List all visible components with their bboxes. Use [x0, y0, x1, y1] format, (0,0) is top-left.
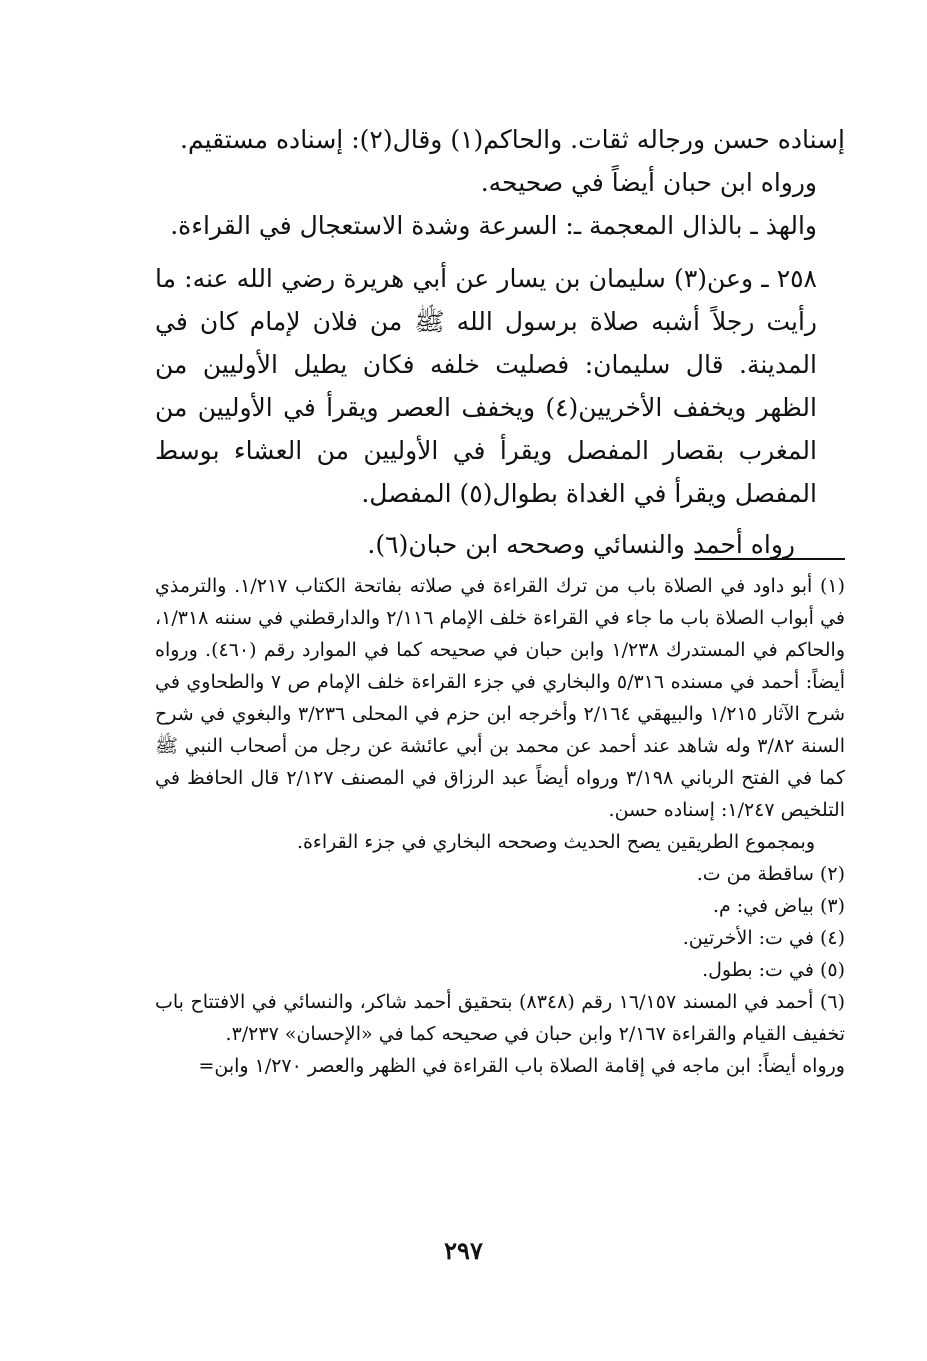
footnote-1: (١) أبو داود في الصلاة باب من ترك القراءة في صلاته بفاتحة الكتاب ١/٢١٧. والترمذي في أبواب الصلاة باب ما جاء في القراءة خلف الإمام ٢/١١٦ والدارقطني في سننه ١/٣١٨، والحاكم في المستدرك ١/٢٣٨ وابن حبان في صحيحه كما في الموارد رقم (٤٦٠). ورواه أيضاً: أحمد في مسنده ٥/٣١٦ والبخاري في جزء القراءة خلف الإمام ص ٧ والطحاوي في شرح الآثار ١/٢١٥ والبيهقي ٢/١٦٤ وأخرجه ابن حزم في المحلى ٣/٢٣٦ والبغوي في شرح السنة ٣/٨٢ وله شاهد عند أحمد عن محمد بن أبي عائشة عن رجل من أصحاب النبي ﷺ كما في الفتح الرباني ٣/١٩٨ ورواه أيضاً عبد الرزاق في المصنف ٢/١٢٧ قال الحافظ في التلخيص ١/٢٤٧: إسناده حسن. [155, 575, 846, 821]
hadith-source: رواه أحمد والنسائي وصححه ابن حبان(٦). [367, 530, 795, 559]
footnote-6: (٦) أحمد في المسند ١٦/١٥٧ رقم (٨٣٤٨) بتحقيق أحمد شاكر، والنسائي في الافتتاح باب تخفيف القيام والقراءة ٢/١٦٧ وابن حبان في صحيحه كما في «الإحسان» ٣/٢٣٧. [155, 991, 845, 1045]
hadith-paragraph: ٢٥٨ ـ وعن(٣) سليمان بن يسار عن أبي هريرة رضي الله عنه: ما رأيت رجلاً أشبه صلاة برسول الله ﷺ من فلان لإمام كان في المدينة. قال سليمان: فصليت خلفه فكان يطيل الأوليين من الظهر ويخفف الأخريين(٤) ويخفف العصر ويقرأ في الأوليين من المغرب بقصار المفصل ويقرأ في الأوليين من العشاء بوسط المفصل ويقرأ في الغداة بطوال(٥) المفصل. [155, 264, 817, 508]
footnote-1-tail: وبمجموع الطريقين يصح الحديث وصححه البخاري في جزء القراءة. [296, 831, 815, 853]
footnotes [155, 570, 845, 1082]
footnote-3: (٣) بياض في: م. [712, 895, 845, 917]
main-line-2: ورواه ابن حبان أيضاً في صحيحه. [480, 168, 817, 197]
footnote-6-tail: ورواه أيضاً: ابن ماجه في إقامة الصلاة باب القراءة في الظهر والعصر ١/٢٧٠ وابن= [198, 1055, 845, 1077]
footnote-2: (٢) ساقطة من ت. [696, 863, 845, 885]
main-line-3: والهذ ـ بالذال المعجمة ـ: السرعة وشدة الاستعجال في القراءة. [170, 211, 817, 240]
footnote-5: (٥) في ت: بطول. [702, 959, 845, 981]
footnote-4: (٤) في ت: الأخرتين. [682, 927, 845, 949]
footnote-separator [695, 558, 845, 560]
main-text [155, 118, 845, 566]
main-line-1: إسناده حسن ورجاله ثقات. والحاكم(١) وقال(٢): إسناده مستقيم. [180, 125, 845, 154]
page-number: ٢٩٧ [444, 1236, 483, 1265]
